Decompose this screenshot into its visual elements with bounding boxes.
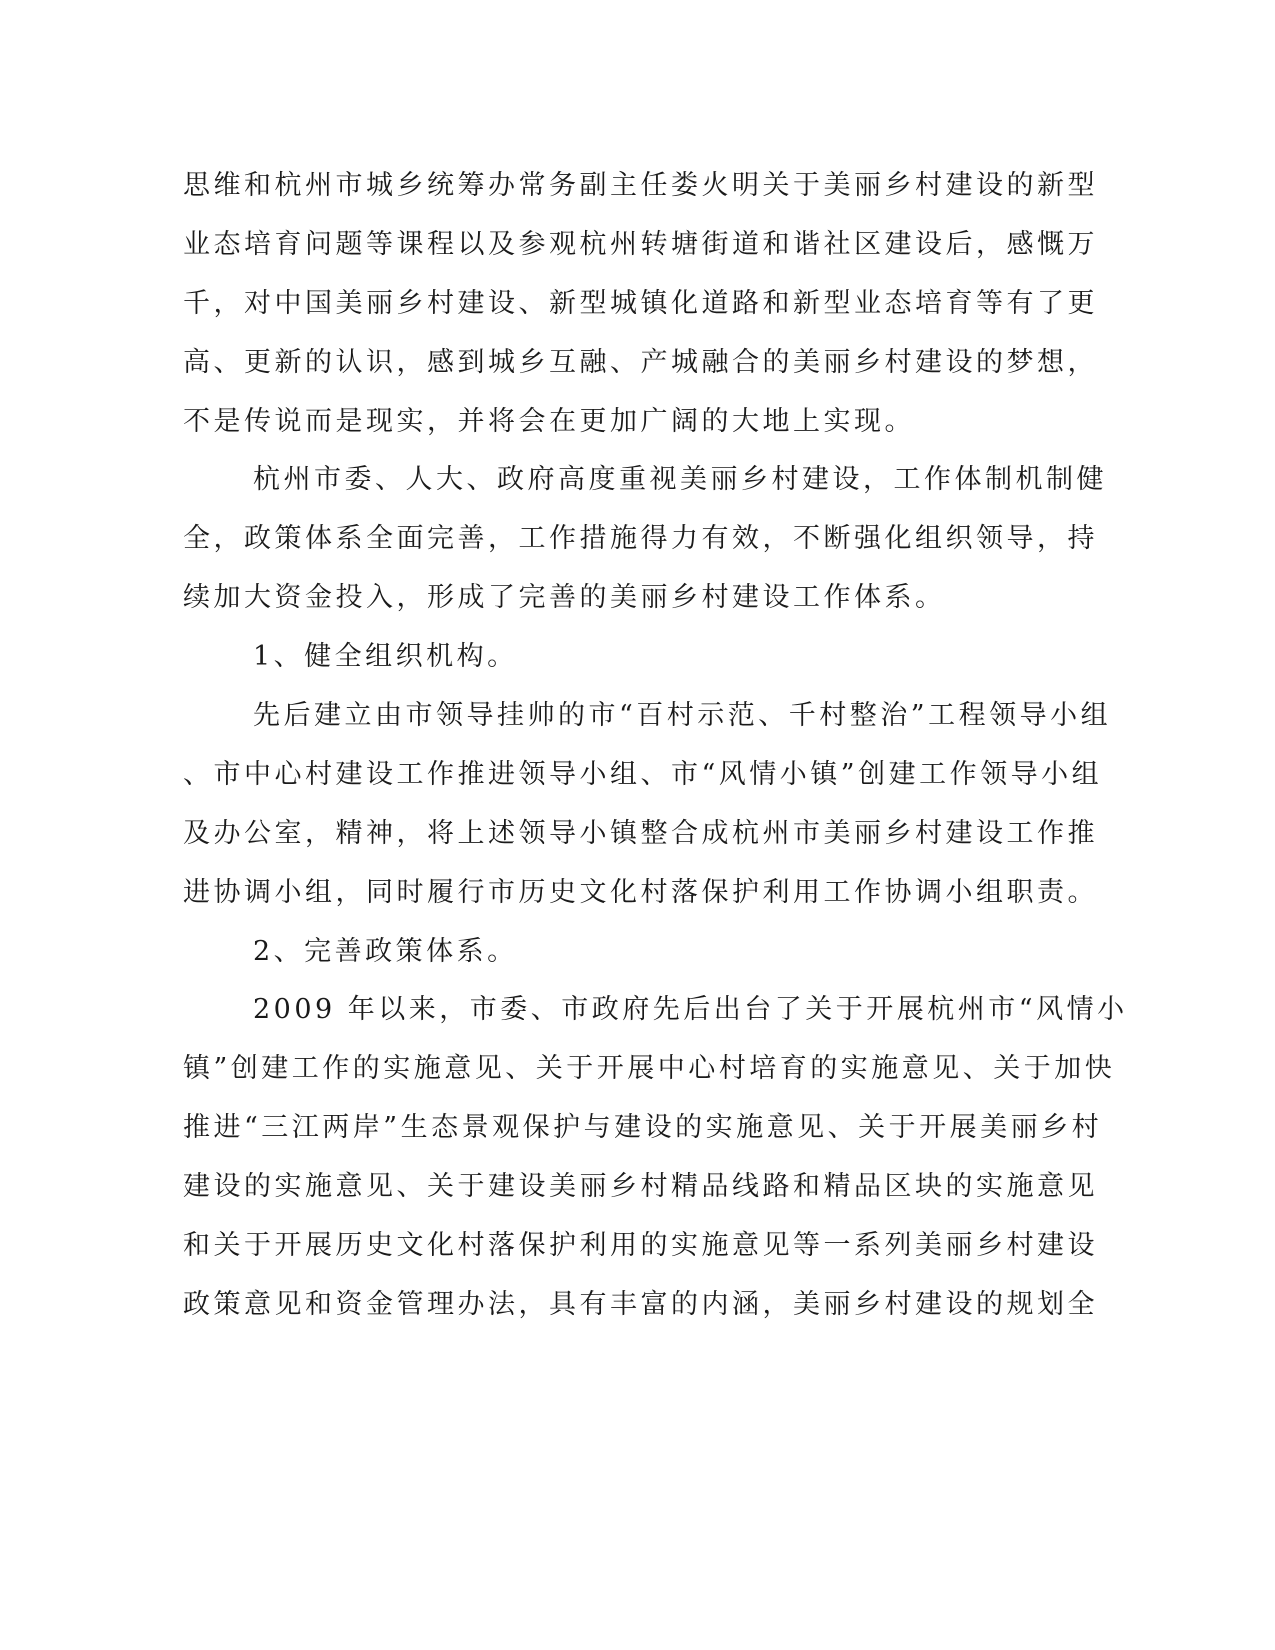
text-line: 千，对中国美丽乡村建设、新型城镇化道路和新型业态培育等有了更: [183, 287, 1098, 319]
text-line: 政策意见和资金管理办法，具有丰富的内涵，美丽乡村建设的规划全: [183, 1288, 1098, 1320]
text-line: 建设的实施意见、关于建设美丽乡村精品线路和精品区块的实施意见: [183, 1171, 1098, 1203]
text-line: 全，政策体系全面完善，工作措施得力有效，不断强化组织领导，持: [183, 523, 1098, 555]
text-line: 思维和杭州市城乡统筹办常务副主任娄火明关于美丽乡村建设的新型: [183, 170, 1098, 201]
text-line: 业态培育问题等课程以及参观杭州转塘街道和谐社区建设后，感慨万: [183, 228, 1098, 260]
text-line: 及办公室，精神，将上述领导小镇整合成杭州市美丽乡村建设工作推: [183, 817, 1098, 849]
text-line: 续加大资金投入，形成了完善的美丽乡村建设工作体系。: [183, 582, 946, 614]
section-heading-1: 1、健全组织机构。: [253, 641, 518, 673]
text-line: 高、更新的认识，感到城乡互融、产城融合的美丽乡村建设的梦想，: [183, 346, 1098, 378]
paragraph-start-line: 杭州市委、人大、政府高度重视美丽乡村建设，工作体制机制健: [253, 464, 1107, 496]
text-line: 、市中心村建设工作推进领导小组、市“风情小镇”创建工作领导小组: [183, 758, 1103, 790]
paragraph-start-line: 2009 年以来，市委、市政府先后出台了关于开展杭州市“风情小: [253, 994, 1128, 1026]
document-body: [183, 157, 1128, 1335]
text-line: 推进“三江两岸”生态景观保护与建设的实施意见、关于开展美丽乡村: [183, 1112, 1103, 1144]
text-line: 和关于开展历史文化村落保护利用的实施意见等一系列美丽乡村建设: [183, 1230, 1098, 1262]
text-line: 不是传说而是现实，并将会在更加广阔的大地上实现。: [183, 405, 915, 437]
text-line: 镇”创建工作的实施意见、关于开展中心村培育的实施意见、关于加快: [183, 1053, 1116, 1085]
text-line: 进协调小组，同时履行市历史文化村落保护利用工作协调小组职责。: [183, 876, 1098, 908]
section-heading-2: 2、完善政策体系。: [253, 935, 518, 967]
paragraph-start-line: 先后建立由市领导挂帅的市“百村示范、千村整治”工程领导小组: [253, 700, 1112, 732]
